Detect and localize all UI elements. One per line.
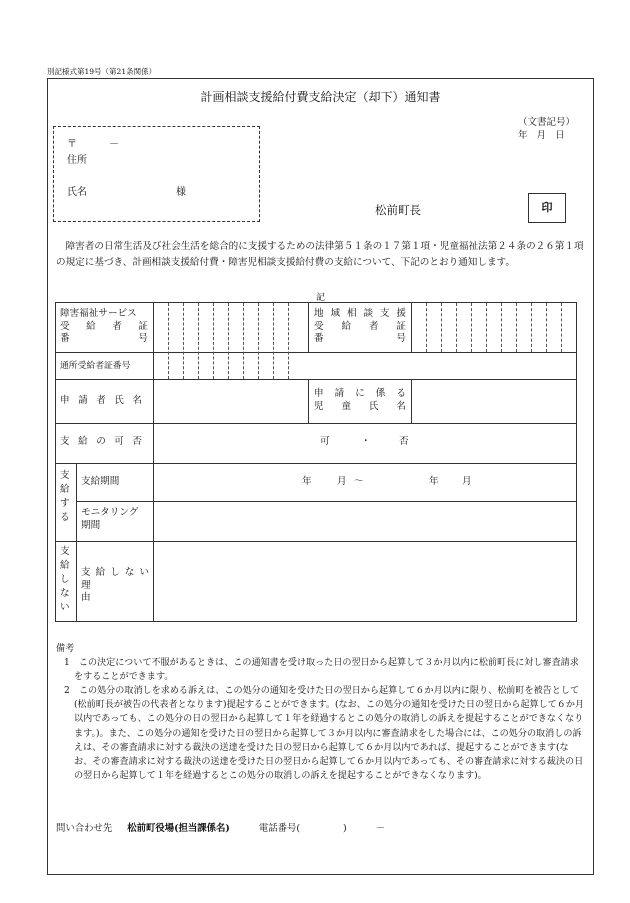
contact-line (56, 820, 385, 834)
decision-table (55, 302, 577, 622)
approval-dot: ・ (361, 436, 371, 447)
postal-dash: － (109, 139, 119, 150)
contact-phone-label: 電話番号( (258, 823, 301, 834)
form-reference: 別記様式第19号（第21条関係） (47, 67, 157, 76)
child-name-label: 申請に係る 児童氏名 (314, 388, 406, 412)
address-label: 住所 (67, 155, 87, 166)
official-seal-box: 印 (528, 193, 566, 223)
approval-yes: 可 (320, 436, 330, 447)
remarks-section (56, 642, 586, 783)
postal-mark: 〒 (67, 139, 77, 150)
recipient-address-box (53, 126, 260, 222)
date-day-label: 日 (555, 130, 565, 141)
day-service-cert-label: 通所受給者証番号 (60, 361, 131, 371)
period-tilde: ～ (354, 476, 364, 487)
issuer-mayor: 松前町長 (375, 203, 421, 217)
issue-date (518, 127, 571, 141)
date-year-label: 年 (518, 130, 528, 141)
approval-no: 否 (399, 436, 409, 447)
period-year-1: 年 (302, 476, 312, 487)
disability-service-cert-label: 障害福祉サービス 受給者証 番号 (60, 308, 148, 344)
contact-phone-dash: － (375, 823, 386, 834)
community-support-cert-label: 地域相談支援 受給者証 番号 (314, 308, 406, 344)
period-month-2: 月 (462, 476, 472, 487)
remark-item-2: 2 この処分の取消しを求める訴えは、この処分の通知を受けた日の翌日から起算して６か月以内に限り、松前町を被告として(松前町長が被告の代表者となります)提起することができます。(なお、この処分の通知を受けた日の翌日から起算して６か月以内であっても、この処分の日の翌日から起算して１年を経過するとこの処分の取消しの訴えを提起することができなくなります。)。また、この処分の通知を受けた日の翌日から起算して３か月以内に審査請求をした場合には、この処分の取消しの訴えは、その審査請求に対する裁決の送達を受けた日の翌日から起算して６か月以内であれば、提起することができます(なお、その審査請求に対する裁決の送達を受けた日の翌日から起算して６か月以内であっても、その審査請求に対する裁決の日の翌日から起算して１年を経過するとこの処分の取消しの訴えを提起することができなくなります)。 (64, 686, 585, 781)
ki-heading: 記 (315, 293, 325, 303)
name-label: 氏名 (67, 187, 87, 198)
remark-item-1: 1 この決定について不服があるときは、この通知書を受け取った日の翌日から起算して３か月以内に松前町長に対し審査請求をすることができます。 (64, 658, 579, 683)
contact-office: 松前町役場(担当課係名) (127, 823, 230, 834)
monitoring-period-label: モニタリング 期間 (81, 507, 139, 531)
period-month-1: 月 (337, 476, 347, 487)
intro-paragraph: 障害者の日常生活及び社会生活を総合的に支援するための法律第５１条の１７第１項・児童福祉法第２４条の２６第１項の規定に基づき、計画相談支援給付費・障害児相談支援給付費の支給について、下記のとおり通知します。 (56, 241, 584, 268)
remarks-heading: 備考 (56, 644, 75, 654)
nopay-section-label: 支給しない (60, 546, 70, 613)
document-number-label: （文書記号） (518, 117, 576, 128)
date-month-label: 月 (536, 130, 547, 141)
applicant-name-label: 申請者氏名 (60, 395, 142, 406)
approval-label: 支給の可否 (60, 436, 142, 447)
contact-phone-close: ) (343, 823, 347, 834)
honorific: 様 (176, 187, 186, 198)
pay-period-label: 支給期間 (81, 476, 120, 487)
period-year-2: 年 (429, 476, 439, 487)
pay-section-label: 支給する (60, 470, 70, 523)
nopay-reason-label: 支給しない 理由 (81, 567, 149, 603)
contact-label: 問い合わせ先 (56, 823, 113, 834)
document-title: 計画相談支援給付費支給決定（却下）通知書 (200, 90, 441, 104)
